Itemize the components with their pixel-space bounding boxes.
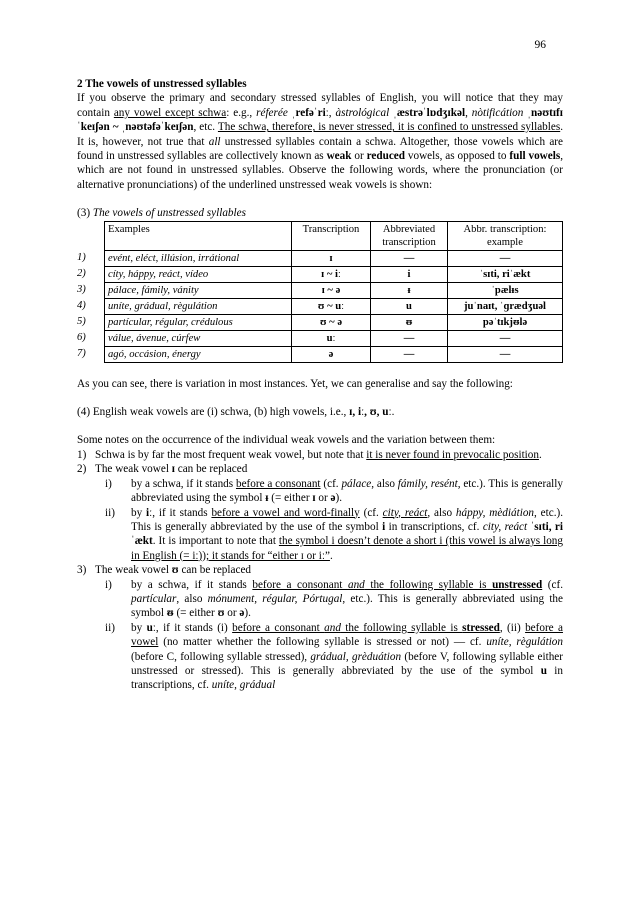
cell-abbr_example: pəˈtɪkjᵿlə <box>448 314 563 330</box>
table-row <box>77 330 563 346</box>
text: : e.g., <box>226 106 257 119</box>
text: . <box>391 406 395 419</box>
cell-abbreviated: u <box>371 298 448 314</box>
header-transcription: Transcription <box>292 221 371 250</box>
table-row <box>77 266 563 282</box>
cell-num: 4) <box>77 300 86 312</box>
table-header-row <box>77 221 563 250</box>
cell-transcription: ɪ ~ ə <box>292 282 371 298</box>
cell-num: 2) <box>77 268 86 280</box>
term: reduced <box>366 150 405 163</box>
text: , etc.). This is generally abbreviated by the use of the symbol <box>131 506 564 533</box>
cell-num: 7) <box>77 348 86 360</box>
table-row <box>77 282 563 298</box>
text: The weak vowel <box>95 463 172 476</box>
text: . It is important to note that <box>152 535 279 548</box>
phonetic: ɪ <box>312 492 316 505</box>
page-content <box>77 77 563 693</box>
text: , which are not found in unstressed syllables. Observe the following words, where the pronunciation (or alternative pronunciations) of the underlined unstressed weak vowels is shown: <box>77 150 563 191</box>
text: (before C, following syllable stressed), <box>131 650 311 663</box>
underlined-text: before a consonant <box>252 578 348 591</box>
underlined-emphasis: and <box>347 578 365 591</box>
underlined-text: The schwa, therefore, is never stressed, it is confined to unstressed syllables <box>217 121 561 134</box>
example-word: àstrológical <box>335 106 390 119</box>
sub-number: i) <box>105 578 112 591</box>
weak-vowels-table <box>77 221 563 363</box>
note-2-ii <box>77 506 563 564</box>
cell-transcription: ʊ ~ uː <box>292 298 371 314</box>
underlined-emphasis: and <box>324 621 341 634</box>
text: (= either <box>268 492 313 505</box>
cell-transcription: ɪ ~ iː <box>292 266 371 282</box>
text: by a schwa, if it stands <box>131 477 236 490</box>
text: Schwa is by far the most frequent weak vowel, but note that <box>95 448 367 461</box>
underlined-text: the following syllable is <box>340 621 463 634</box>
text: (no matter whether the following syllable is stressed or not) — cf. <box>158 636 487 649</box>
cell-transcription: ə <box>292 346 371 362</box>
text: in transcriptions, cf. <box>131 664 563 692</box>
note-2 <box>77 462 563 476</box>
cell-examples: agó, occásion, énergy <box>105 346 292 362</box>
text: The weak vowel <box>95 564 172 577</box>
example-word: city, reáct <box>382 506 428 519</box>
note-1 <box>77 448 563 462</box>
text: or <box>315 492 331 505</box>
phonetic: ə <box>239 607 245 620</box>
cell-abbr_example: juˈnaɪt, ˈɡrædʒuəl <box>448 298 563 314</box>
text: ). <box>244 607 251 620</box>
text: by <box>131 506 147 519</box>
cell-transcription: ɪ <box>292 250 371 266</box>
sub-number: i) <box>105 477 112 490</box>
text: can be replaced <box>178 564 251 577</box>
text: unstressed syllables contain a schwa. Altogether, those vowels which are found in unstressed syllables are collectively known as <box>77 135 563 163</box>
cell-examples: partícular, régular, crédulous <box>105 314 292 330</box>
text: vowels, as opposed to <box>404 150 510 163</box>
underlined-text: any vowel except schwa <box>113 106 227 119</box>
cell-examples: válue, ávenue, cúrfew <box>105 330 292 346</box>
cell-abbreviated: ᵻ <box>371 282 448 298</box>
example-word: uníte, règulátion <box>486 636 563 649</box>
page-number: 96 <box>534 39 546 51</box>
text: ). <box>335 492 342 505</box>
text: , <box>328 106 336 119</box>
text: , if it stands (i) <box>155 621 233 634</box>
text: (before V, following syllable either unstressed or stressed). This is generally abbreviated by the use of the symbol <box>131 650 563 677</box>
example-word: pálace <box>341 477 372 490</box>
cell-abbr_example: — <box>448 250 563 266</box>
phonetic: ʊ <box>217 607 225 620</box>
section-heading: 2 The vowels of unstressed syllables <box>77 78 247 90</box>
sub-number: ii) <box>105 621 115 634</box>
cell-examples: pálace, fámily, vánity <box>105 282 292 298</box>
cell-abbreviated: — <box>371 330 448 346</box>
underlined-text: before a vowel <box>131 621 563 649</box>
phonetic: ə <box>330 492 336 505</box>
phonetic: ˈsɪti, riˈækt <box>131 520 564 548</box>
underlined-text: before a consonant <box>235 477 321 490</box>
list-number: 3) <box>77 564 87 577</box>
notes-intro: Some notes on the occurrence of the individual weak vowels and the variation between them: <box>77 434 496 447</box>
text: , also <box>371 477 398 490</box>
example-word: réferée <box>256 106 288 119</box>
header-examples: Examples <box>105 221 292 250</box>
after-table-paragraph: As you can see, there is variation in most instances. Yet, we can generalise and say the following: <box>77 377 513 390</box>
example-word: uníte, grádual <box>211 679 276 692</box>
list-number: 1) <box>77 448 87 461</box>
cell-abbreviated: ᵿ <box>371 314 448 330</box>
text: or <box>351 150 367 163</box>
cell-num: 3) <box>77 284 86 296</box>
underlined-text: it is never found in prevocalic position <box>366 448 539 461</box>
term: full vowels <box>509 150 561 163</box>
text: by a schwa, if it stands <box>131 578 253 591</box>
cell-examples: cíty, háppy, reáct, vídeo <box>105 266 292 282</box>
example-word: fámily, resént, <box>397 477 461 490</box>
underlined-term: stressed <box>462 621 500 634</box>
example-word: partícular <box>131 592 177 605</box>
text: by <box>131 621 147 634</box>
cell-num: 1) <box>77 252 86 264</box>
note-3 <box>77 563 563 577</box>
cell-abbr_example: — <box>448 330 563 346</box>
example-word: mónument, régular, Pórtugal <box>207 592 343 605</box>
text: in transcriptions, cf. <box>385 520 483 533</box>
cell-examples: evént, eléct, illúsion, irrátional <box>105 250 292 266</box>
header-abbreviated: Abbreviated transcription <box>371 221 448 250</box>
text: , (ii) <box>499 621 526 634</box>
text: , also <box>176 592 208 605</box>
cell-transcription: ʊ ~ ə <box>292 314 371 330</box>
text: , etc. <box>193 121 218 134</box>
phonetic: ˌrefəˈriː <box>291 106 329 119</box>
caption-number: (3) <box>77 207 93 220</box>
intro-paragraph <box>77 91 563 192</box>
text: or <box>224 607 240 620</box>
text: , etc.). This is generally abbreviated using the symbol <box>131 592 563 620</box>
example-word: nòtificátion <box>471 106 524 119</box>
text: , also <box>427 506 456 519</box>
cell-transcription: uː <box>292 330 371 346</box>
table-row <box>77 346 563 362</box>
rule-4 <box>77 405 563 419</box>
underlined-term: unstressed <box>492 578 543 591</box>
cell-num: 5) <box>77 316 86 328</box>
underlined-text: the symbol i doesn’t denote a short i (this vowel is always long in English (= iː)); it stands for “either ɪ or iː” <box>131 535 563 562</box>
phonetic: ʊ <box>171 564 179 577</box>
phonetic: ˌæstrəˈlɒdʒɪkəl <box>393 106 466 119</box>
text: (cf. <box>320 477 342 490</box>
text: (4) English weak vowels are (i) schwa, (b) high vowels, i.e., <box>77 406 350 419</box>
phonetic: i <box>382 520 386 533</box>
cell-abbreviated: i <box>371 266 448 282</box>
phonetic: iː <box>146 506 153 519</box>
cell-abbr_example: ˈsɪti, riˈækt <box>448 266 563 282</box>
example-word: grádual, grèduátion <box>310 650 402 663</box>
cell-abbr_example: — <box>448 346 563 362</box>
text: . <box>538 448 542 461</box>
text: . It is, however, not true that <box>77 121 563 148</box>
text: , if it stands <box>152 506 212 519</box>
text: can be replaced <box>174 463 248 476</box>
text: If you observe the primary and secondary stressed syllables of English, you will notice that they may contain <box>77 92 563 119</box>
underlined-text: before a vowel and word-finally <box>211 506 360 519</box>
phonetic: uː <box>146 621 156 634</box>
header-abbr-example: Abbr. transcription: example <box>448 221 563 250</box>
example-word: háppy, mèdiátion <box>455 506 535 519</box>
example-word: city, reáct <box>482 520 528 533</box>
phonetic: ᵿ <box>166 607 174 620</box>
text: . <box>329 549 333 562</box>
cell-abbreviated: — <box>371 346 448 362</box>
phonetic: u <box>540 664 547 677</box>
table-row <box>77 314 563 330</box>
table-caption <box>77 206 563 220</box>
caption-text: The vowels of unstressed syllables <box>92 207 246 220</box>
phonetic: ɪ <box>171 463 175 476</box>
table-row <box>77 250 563 266</box>
table-row <box>77 298 563 314</box>
text: etc.). This is generally abbreviated using the symbol <box>131 477 563 505</box>
sub-number: ii) <box>105 506 115 519</box>
note-3-i <box>77 578 563 621</box>
note-3-ii <box>77 621 563 693</box>
emphasis: all <box>208 135 221 148</box>
term: weak <box>326 150 352 163</box>
text: (= either <box>173 607 218 620</box>
underlined-text: the following syllable is <box>364 578 493 591</box>
list-number: 2) <box>77 463 87 476</box>
cell-num: 6) <box>77 332 86 344</box>
phonetic: ˌnəʊtɪfɪˈkeɪʃən ~ ˌnəʊtəfəˈkeɪʃən <box>77 106 564 134</box>
cell-abbreviated: — <box>371 250 448 266</box>
phonetic: ɪ, iː, ʊ, uː <box>349 406 392 419</box>
text: , <box>465 106 472 119</box>
phonetic: ᵻ <box>265 492 269 505</box>
text: (cf. <box>359 506 383 519</box>
cell-abbr_example: ˈpælᵻs <box>448 282 563 298</box>
cell-examples: uníte, grádual, règulátion <box>105 298 292 314</box>
underlined-text: before a consonant <box>232 621 325 634</box>
note-2-i <box>77 477 563 506</box>
text: (cf. <box>542 578 564 591</box>
